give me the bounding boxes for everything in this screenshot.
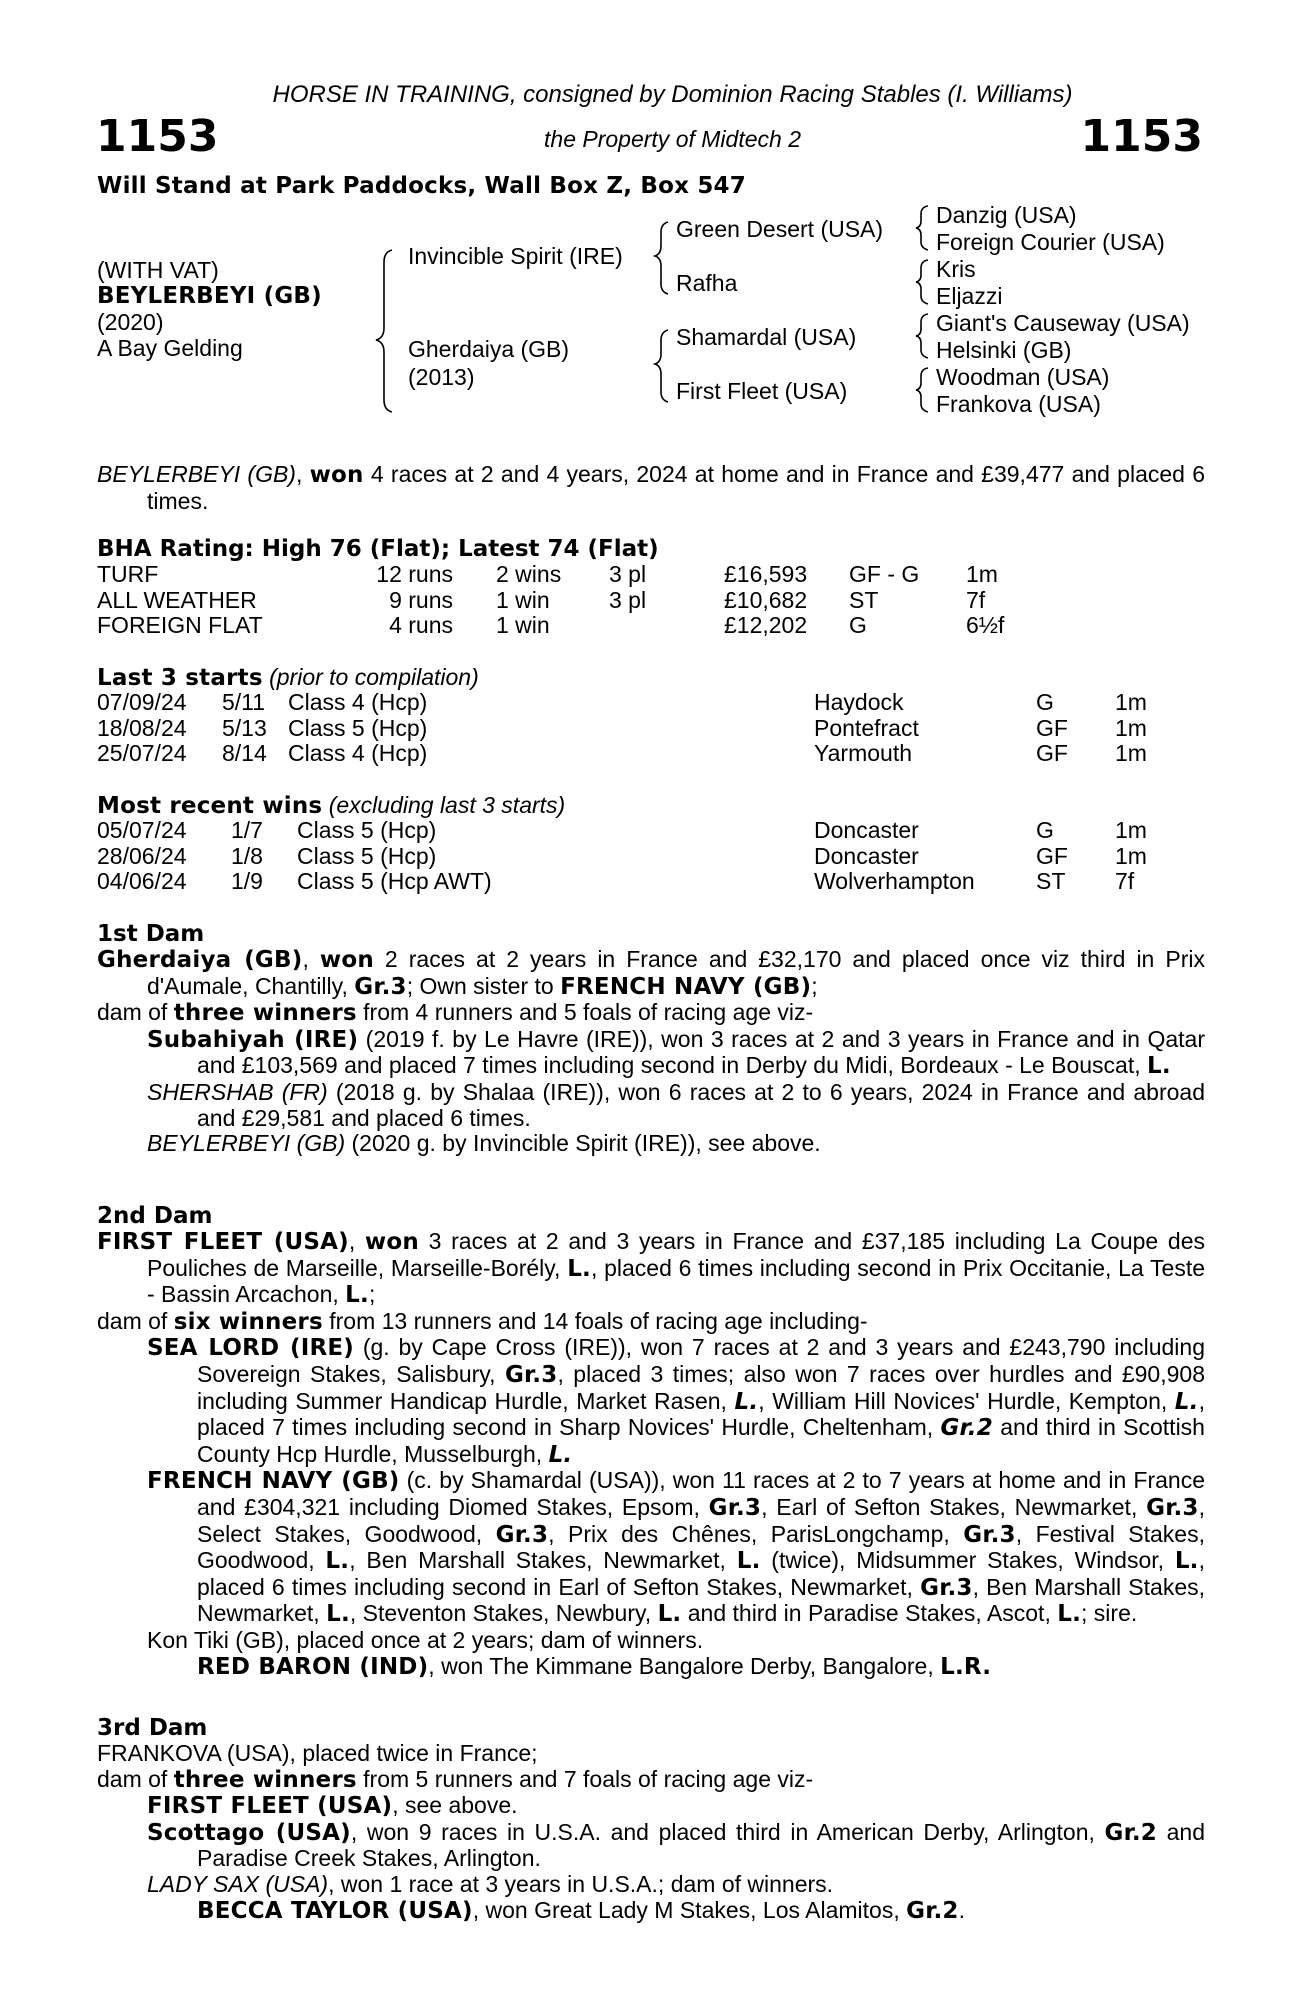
win-position: 1/9: [231, 868, 263, 895]
progeny-text: , Ben Marshall Stakes, Newmarket,: [197, 1573, 1206, 1627]
win-race: Class 5 (Hcp AWT): [297, 868, 492, 895]
progeny-text: , Festival Stakes, Goodwood,: [197, 1520, 1205, 1574]
vat-label: (WITH VAT): [97, 257, 219, 283]
progeny-text: Kon Tiki (GB), placed once at 2 years; dam of winners.: [147, 1626, 704, 1653]
progeny-grade: Gr.2: [940, 1415, 993, 1442]
progeny-text: and third in Paradise Stakes, Ascot,: [681, 1600, 1058, 1627]
progeny-listed: L.R.: [940, 1653, 992, 1680]
dam3-damof-pre: dam of: [97, 1765, 174, 1792]
progeny-text: and third in Scottish County Hcp Hurdle, Musselburgh,: [197, 1414, 1205, 1467]
table-row: [97, 562, 1004, 588]
dam2-progeny-french-navy: [97, 1468, 1205, 1628]
horse-name: BEYLERBEYI (GB): [97, 283, 322, 309]
summary-horse-name: BEYLERBEYI (GB): [97, 461, 296, 487]
win-going: ST: [1036, 868, 1066, 895]
start-going: GF: [1036, 740, 1068, 767]
progeny-text: , placed 6 times including second in Earl of Sefton Stakes, Newmarket,: [197, 1547, 1206, 1600]
progeny-text: , Prix des Chênes, ParisLongchamp,: [548, 1520, 964, 1547]
progeny-listed: L.: [736, 1548, 761, 1575]
rating-surface: ALL WEATHER: [97, 586, 257, 613]
pedigree-ggp-1: Danzig (USA): [936, 202, 1077, 228]
start-distance: 1m: [1115, 714, 1147, 741]
consignment-line: HORSE IN TRAINING, consigned by Dominion Racing Stables (I. Williams): [272, 81, 1073, 108]
progeny-name: Scottago (USA): [147, 1819, 351, 1846]
table-row: [97, 588, 1004, 614]
start-race: Class 5 (Hcp): [288, 714, 428, 741]
progeny-listed: L.: [1174, 1548, 1199, 1575]
progeny-grade: Gr.3: [708, 1494, 762, 1521]
rating-prize: £12,202: [724, 612, 808, 639]
progeny-text: , see above.: [392, 1792, 518, 1819]
pedigree-dam-dam: First Fleet (USA): [676, 378, 848, 404]
rating-rows: [97, 562, 1004, 639]
start-course: Pontefract: [814, 714, 919, 741]
dam2-damof-post: from 13 runners and 14 foals of racing age including-: [322, 1307, 868, 1334]
progeny-text: , Ben Marshall Stakes, Newmarket,: [349, 1547, 737, 1574]
win-date: 28/06/24: [97, 842, 187, 869]
table-row: [97, 741, 1147, 767]
pedigree-sire-sire: Green Desert (USA): [676, 216, 884, 242]
table-row: [97, 716, 1147, 742]
start-going: G: [1036, 689, 1054, 715]
sire-brace: [655, 222, 668, 294]
win-course: Wolverhampton: [814, 868, 975, 895]
dam3-damof-post: from 5 runners and 7 foals of racing age viz-: [356, 1765, 814, 1792]
recent-wins-table: [97, 818, 1147, 895]
progeny-name: BEYLERBEYI (GB): [147, 1130, 346, 1157]
dam2-grandprogeny-red-baron: [97, 1654, 1205, 1681]
progeny-text: , Earl of Sefton Stakes, Newmarket,: [761, 1493, 1147, 1520]
dam2-listed-2: L.: [345, 1282, 369, 1309]
dam2-section: [97, 1229, 1205, 1680]
progeny-listed: L.: [1057, 1601, 1082, 1628]
pedigree-ggp-4: Eljazzi: [936, 283, 1003, 309]
dam1-name: Gherdaiya (GB): [97, 947, 303, 973]
last-starts-heading: [97, 664, 479, 691]
recent-wins-note: (excluding last 3 starts): [322, 792, 566, 818]
table-row: [97, 690, 1147, 716]
progeny-text: , Select Stakes, Goodwood,: [197, 1493, 1205, 1547]
rating-prize: £10,682: [724, 586, 808, 613]
progeny-grade: Gr.3: [963, 1521, 1016, 1548]
win-date: 04/06/24: [97, 868, 187, 895]
race-summary: [97, 462, 1205, 514]
progeny-listed: L.: [548, 1441, 573, 1468]
dam3-progeny-lady-sax: [97, 1872, 1205, 1898]
pedigree-ggp-8: Frankova (USA): [936, 391, 1101, 417]
summary-text: 4 races at 2 and 4 years, 2024 at home and in France and £39,477 and placed 6 times.: [147, 461, 1205, 514]
progeny-text: (twice), Midsummer Stakes, Windsor,: [760, 1547, 1175, 1574]
dam1-damof-count: three winners: [173, 1000, 357, 1027]
rating-wins: 1 win: [496, 586, 550, 613]
dam2-progeny-sea-lord: [97, 1335, 1205, 1468]
start-going: GF: [1036, 714, 1068, 741]
progeny-name: FIRST FLEET (USA): [147, 1793, 393, 1820]
dam-brace: [655, 330, 668, 402]
pedigree-ggp-7: Woodman (USA): [936, 364, 1110, 390]
ggp-brace-2: [916, 260, 928, 304]
rating-distance: 1m: [966, 561, 998, 587]
ggp-brace-1: [916, 206, 928, 250]
win-going: GF: [1036, 842, 1068, 869]
win-race: Class 5 (Hcp): [297, 842, 437, 869]
win-distance: 1m: [1115, 842, 1147, 869]
progeny-name: BECCA TAYLOR (USA): [197, 1897, 473, 1924]
pedigree-ggp-5: Giant's Causeway (USA): [936, 310, 1190, 336]
progeny-listed: L.: [734, 1388, 759, 1415]
start-race: Class 4 (Hcp): [288, 689, 428, 715]
win-race: Class 5 (Hcp): [297, 817, 437, 843]
win-going: G: [1036, 817, 1054, 843]
progeny-name: Subahiyah (IRE): [147, 1026, 359, 1053]
progeny-listed: L.: [326, 1601, 350, 1628]
rating-runs: 9 runs: [389, 586, 453, 613]
rating-runs: 4 runs: [389, 612, 453, 639]
dam1-record: Gherdaiya (GB), won 2 races at 2 years in France and £32,170 and placed once viz third in Prix d'Aumale, Chantilly, Gr.3; Own sister to FRENCH NAVY (GB);: [97, 946, 1205, 1000]
win-course: Doncaster: [814, 817, 919, 843]
last-starts-table: [97, 690, 1147, 767]
pedigree-ggp-2: Foreign Courier (USA): [936, 229, 1165, 255]
progeny-listed: L.: [325, 1548, 350, 1575]
dam1-grade: Gr.3: [354, 973, 407, 1000]
ggp-brace-3: [916, 314, 928, 358]
win-date: 05/07/24: [97, 817, 187, 843]
dam2-name: FIRST FLEET (USA): [97, 1229, 349, 1255]
progeny-text: (2018 g. by Shalaa (IRE)), won 6 races at 2 to 6 years, 2024 in France and abroad and £29,581 and placed 6 times.: [197, 1078, 1206, 1131]
lot-number-left: 1153: [96, 111, 219, 162]
dam1-heading: 1st Dam: [97, 921, 205, 947]
progeny-text: , won Great Lady M Stakes, Los Alamitos,: [472, 1896, 907, 1923]
progeny-grade: Gr.2: [1104, 1819, 1158, 1846]
recent-wins-heading: [97, 792, 565, 819]
rating-placed: [609, 613, 724, 639]
progeny-listed: L.: [1147, 1053, 1171, 1080]
dam2-damof: [97, 1309, 1205, 1336]
start-race: Class 4 (Hcp): [288, 740, 428, 767]
dam1-section: [97, 947, 1205, 1157]
recent-wins-title: Most recent wins: [97, 793, 323, 819]
table-row: [97, 869, 1147, 895]
rating-surface: FOREIGN FLAT: [97, 612, 263, 639]
pedigree-sire-dam: Rafha: [676, 270, 738, 296]
progeny-listed: L.: [1174, 1388, 1199, 1415]
property-line: the Property of Midtech 2: [544, 126, 801, 152]
dam3-damof-count: three winners: [173, 1766, 357, 1793]
rating-placed: 3 pl: [609, 586, 647, 613]
dam2-damof-pre: dam of: [97, 1307, 174, 1334]
dam3-heading: 3rd Dam: [97, 1715, 208, 1741]
progeny-grade: Gr.2: [906, 1897, 959, 1924]
rating-going: ST: [849, 586, 879, 613]
progeny-grade: Gr.3: [1146, 1494, 1199, 1521]
lot-number-right: 1153: [1080, 111, 1203, 162]
start-course: Haydock: [814, 689, 904, 715]
ggp-brace-4: [916, 368, 928, 412]
progeny-text: and Paradise Creek Stakes, Arlington.: [197, 1818, 1206, 1872]
win-distance: 1m: [1115, 817, 1147, 843]
horse-year: (2020): [97, 309, 164, 335]
dam3-progeny-scottago: [97, 1820, 1205, 1872]
dam2-record: FIRST FLEET (USA), won 3 races at 2 and 3 years in France and £37,185 including La Coupe des Pouliches de Marseille, Marseille-Borély, L., placed 6 times including second in Prix Occitanie, La Teste - Bassin Arcachon, L.;: [97, 1228, 1206, 1309]
rating-wins: 1 win: [496, 612, 550, 639]
progeny-text: , won The Kimmane Bangalore Derby, Bangalore,: [428, 1652, 941, 1679]
dam3-section: [97, 1741, 1205, 1924]
dam2-text-2: , placed 6 times including second in Prix Occitanie, La Teste - Bassin Arcachon,: [147, 1254, 1206, 1308]
stabling-line: Will Stand at Park Paddocks, Wall Box Z, Box 547: [97, 173, 746, 199]
progeny-text: (c. by Shamardal (USA)), won 11 races at 2 to 7 years at home and in France and £304,321 including Diomed Stakes, Epsom,: [197, 1467, 1206, 1520]
rating-surface: TURF: [97, 561, 159, 587]
last-starts-title: Last 3 starts: [97, 665, 263, 691]
rating-prize: £16,593: [724, 561, 808, 587]
pedigree-ggp-6: Helsinki (GB): [936, 337, 1072, 363]
dam2-won: won: [364, 1229, 419, 1255]
dam3-progeny-first-fleet: [97, 1793, 1205, 1820]
dam1-progeny-3: [97, 1131, 1205, 1157]
start-date: 25/07/24: [97, 740, 187, 767]
start-distance: 1m: [1115, 740, 1147, 767]
dam2-listed-1: L.: [567, 1255, 591, 1282]
progeny-name: LADY SAX (USA): [147, 1870, 329, 1897]
progeny-text: , placed 7 times including second in Sharp Novices' Hurdle, Cheltenham,: [197, 1387, 1205, 1441]
progeny-text: , Steventon Stakes, Newbury,: [349, 1600, 658, 1627]
win-distance: 7f: [1115, 868, 1135, 895]
dam2-text-3: ;: [368, 1281, 376, 1308]
dam3-record: FRANKOVA (USA), placed twice in France;: [97, 1740, 538, 1766]
dam1-damof-pre: dam of: [97, 999, 174, 1026]
rating-going: GF - G: [849, 561, 920, 587]
rating-distance: 7f: [966, 586, 986, 613]
start-position: 5/11: [222, 689, 266, 715]
progeny-text: (g. by Cape Cross (IRE)), won 7 races at 2 and 3 years and £243,790 including Sovereign Stakes, Salisbury,: [197, 1334, 1205, 1387]
last-starts-note: (prior to compilation): [262, 664, 479, 690]
rating-distance: 6½f: [966, 612, 1005, 639]
start-distance: 1m: [1115, 689, 1147, 715]
start-position: 8/14: [222, 740, 267, 767]
summary-sep: ,: [295, 461, 310, 487]
table-row: [97, 613, 1004, 639]
dam1-progeny-2: [97, 1080, 1205, 1131]
pedigree-brackets: [0, 0, 1315, 420]
start-date: 18/08/24: [97, 714, 187, 741]
progeny-grade: Gr.3: [504, 1361, 558, 1388]
progeny-text: (2019 f. by Le Havre (IRE)), won 3 races at 2 and 3 years in France and in Qatar and £103,569 and placed 7 times including second in Derby du Midi, Bordeaux - Le Bouscat,: [197, 1025, 1205, 1079]
rating-table: [97, 562, 1004, 639]
summary-won: won: [309, 462, 364, 488]
win-course: Doncaster: [814, 842, 919, 869]
progeny-name: SHERSHAB (FR): [147, 1078, 328, 1105]
dam3-damof: [97, 1767, 1205, 1794]
progeny-name: RED BARON (IND): [197, 1653, 429, 1680]
main-brace: [376, 250, 392, 412]
progeny-text: .: [958, 1896, 965, 1923]
start-date: 07/09/24: [97, 689, 187, 715]
pedigree-dam: Gherdaiya (GB): [408, 336, 570, 362]
progeny-text: , won 9 races in U.S.A. and placed third in American Derby, Arlington,: [350, 1818, 1105, 1845]
rating-runs: 12 runs: [376, 561, 453, 587]
dam2-progeny-kon-tiki: [97, 1628, 1205, 1654]
pedigree-ggp-3: Kris: [936, 256, 976, 282]
win-position: 1/7: [231, 817, 263, 843]
progeny-listed: L.: [657, 1601, 682, 1628]
progeny-text: ; sire.: [1081, 1600, 1138, 1627]
dam1-text-1: 2 races at 2 years in France and £32,170 and placed once viz third in Prix d'Aumale, Chantilly,: [147, 946, 1205, 999]
dam1-text-2: ; Own sister to: [406, 972, 561, 999]
dam1-won: won: [319, 947, 374, 973]
dam1-text-3: ;: [811, 972, 818, 999]
pedigree-dam-year: (2013): [408, 364, 475, 390]
progeny-text: (2020 g. by Invincible Spirit (IRE)), see above.: [345, 1130, 821, 1157]
win-position: 1/8: [231, 842, 263, 869]
rating-placed: 3 pl: [609, 561, 647, 587]
dam2-heading: 2nd Dam: [97, 1203, 213, 1229]
progeny-grade: Gr.3: [920, 1574, 973, 1601]
dam1-damof-post: from 4 runners and 5 foals of racing age viz-: [356, 999, 814, 1026]
progeny-name: FRENCH NAVY (GB): [147, 1468, 400, 1495]
pedigree-dam-sire: Shamardal (USA): [676, 324, 857, 350]
progeny-grade: Gr.3: [495, 1521, 549, 1548]
start-position: 5/13: [222, 714, 267, 741]
rating-going: G: [849, 612, 867, 639]
progeny-text: , placed 3 times; also won 7 races over hurdles and £90,908 including Summer Handicap Hurdle, Market Rasen,: [197, 1360, 1205, 1414]
start-course: Yarmouth: [814, 740, 913, 767]
dam2-damof-count: six winners: [173, 1308, 323, 1335]
table-row: [97, 844, 1147, 870]
horse-description: A Bay Gelding: [97, 335, 243, 361]
progeny-name: SEA LORD (IRE): [147, 1335, 354, 1362]
dam1-damof: [97, 1000, 1205, 1027]
bha-rating-heading: BHA Rating: High 76 (Flat); Latest 74 (Flat): [97, 536, 659, 562]
table-row: [97, 818, 1147, 844]
dam1-sister: FRENCH NAVY (GB): [560, 973, 812, 1000]
rating-wins: 2 wins: [496, 561, 562, 587]
dam3-grandprogeny-becca-taylor: [97, 1898, 1205, 1925]
progeny-text: , William Hill Novices' Hurdle, Kempton,: [758, 1387, 1175, 1414]
dam2-text-1: 3 races at 2 and 3 years in France and £37,185 including La Coupe des Pouliches de Marseille, Marseille-Borély,: [147, 1228, 1206, 1281]
dam1-progeny-1: [97, 1027, 1205, 1080]
progeny-text: , won 1 race at 3 years in U.S.A.; dam of winners.: [328, 1870, 834, 1897]
pedigree-sire: Invincible Spirit (IRE): [408, 243, 623, 269]
